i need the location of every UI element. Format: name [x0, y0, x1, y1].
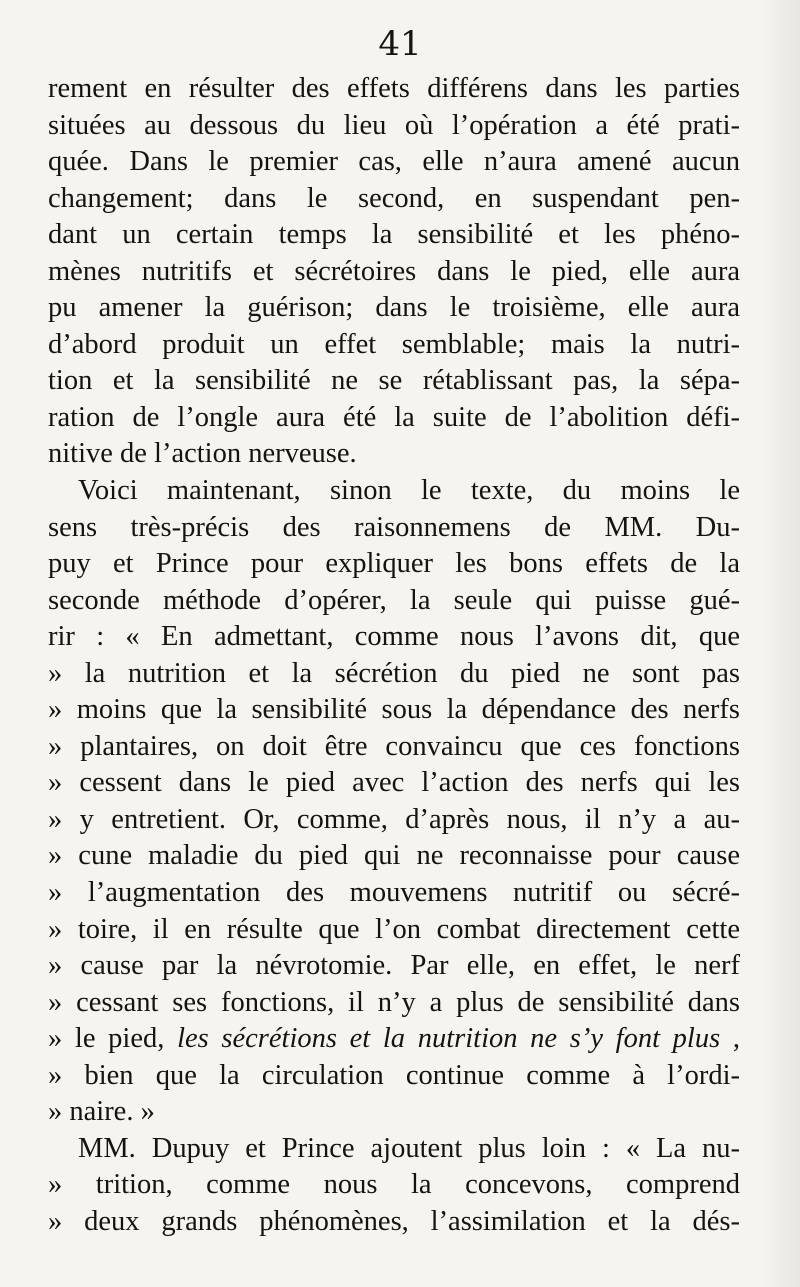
text-line — [48, 875, 740, 912]
text-line — [48, 290, 740, 327]
text-line-content: MM. Dupuy et Prince ajoutent plus loin : « La nu- — [78, 1132, 740, 1164]
text-line — [48, 217, 740, 254]
text-line-content: » moins que la sensibilité sous la dépendance des nerfs — [48, 694, 740, 726]
text-line — [48, 510, 740, 547]
text-line — [48, 108, 740, 145]
text-line — [48, 948, 740, 985]
text-line-content: » toire, il en résulte que l’on combat directement cette — [48, 913, 740, 945]
text-line-content: tion et la sensibilité ne se rétablissant pas, la sépa- — [48, 365, 740, 397]
text-line-content: » cessant ses fonctions, il n’y a plus de sensibilité dans — [48, 986, 740, 1018]
text-line-content: quée. Dans le premier cas, elle n’aura amené aucun — [48, 146, 740, 178]
text-line — [48, 1021, 740, 1058]
text-line — [48, 181, 740, 218]
text-line — [48, 1167, 740, 1204]
text-line-content: » cause par la névrotomie. Par elle, en effet, le nerf — [48, 950, 740, 982]
text-line-content: rir : « En admettant, comme nous l’avons dit, que — [48, 621, 740, 653]
text-line-content: » naire. » — [48, 1096, 155, 1128]
text-line-content: pu amener la guérison; dans le troisième, elle aura — [48, 292, 740, 324]
text-line-content: dant un certain temps la sensibilité et les phéno- — [48, 219, 740, 251]
text-line — [48, 656, 740, 693]
text-line-content: rement en résulter des effets différens dans les parties — [48, 73, 740, 104]
text-line-content: » la nutrition et la sécrétion du pied ne sont pas — [48, 657, 740, 689]
text-line-content: mènes nutritifs et sécrétoires dans le pied, elle aura — [48, 255, 740, 287]
text-line-content: » plantaires, on doit être convaincu que ces fonctions — [48, 730, 740, 762]
text-line — [48, 400, 740, 437]
text-line — [48, 838, 740, 875]
text-line-content: puy et Prince pour expliquer les bons effets de la — [48, 548, 740, 580]
text-line — [48, 729, 740, 766]
text-line — [48, 1058, 740, 1095]
text-line — [48, 546, 740, 583]
text-line-tail: , — [720, 1023, 741, 1055]
text-line-content: sens très-précis des raisonnemens de MM. Du- — [48, 511, 740, 543]
text-line — [48, 473, 740, 510]
text-line — [48, 583, 740, 620]
text-line — [48, 1204, 740, 1241]
text-line-content: » l’augmentation des mouvemens nutritif ou sécré- — [48, 877, 740, 909]
text-line — [48, 985, 740, 1022]
text-line-content: » cune maladie du pied qui ne reconnaisse pour cause — [48, 840, 740, 872]
text-line — [48, 692, 740, 729]
text-line — [48, 1094, 740, 1131]
text-line-content: nitive de l’action nerveuse. — [48, 438, 357, 470]
text-line — [48, 71, 740, 108]
body-text — [48, 71, 740, 1241]
page-edge-shadow — [760, 0, 800, 1287]
text-line-content: » cessent dans le pied avec l’action des nerfs qui les — [48, 767, 740, 799]
text-line — [48, 144, 740, 181]
text-line-content: » le pied, — [48, 1023, 178, 1055]
text-line — [48, 619, 740, 656]
italic-phrase: les sécrétions et la nutrition ne s’y font plus — [177, 1023, 721, 1055]
text-line-content: seconde méthode d’opérer, la seule qui puisse gué- — [48, 584, 740, 616]
text-line-content: ration de l’ongle aura été la suite de l’abolition défi- — [48, 401, 740, 433]
text-line — [48, 327, 740, 364]
text-line-content: » y entretient. Or, comme, d’après nous, il n’y a au- — [48, 803, 740, 835]
text-line — [48, 912, 740, 949]
text-line-content: » trition, comme nous la concevons, comprend — [48, 1169, 740, 1201]
text-line — [48, 436, 740, 473]
text-line-content: » deux grands phénomènes, l’assimilation et la dés- — [48, 1205, 740, 1237]
text-line-content: situées au dessous du lieu où l’opération a été prati- — [48, 109, 740, 141]
text-line — [48, 1131, 740, 1168]
text-line — [48, 363, 740, 400]
text-line-content: Voici maintenant, sinon le texte, du moins le — [78, 475, 740, 507]
text-line-content: d’abord produit un effet semblable; mais la nutri- — [48, 328, 740, 360]
page-number: 41 — [378, 24, 422, 64]
text-line-content: » bien que la circulation continue comme à l’ordi- — [48, 1059, 740, 1091]
text-line — [48, 765, 740, 802]
text-line — [48, 802, 740, 839]
text-line-content: changement; dans le second, en suspendant pen- — [48, 182, 740, 214]
text-line — [48, 254, 740, 291]
